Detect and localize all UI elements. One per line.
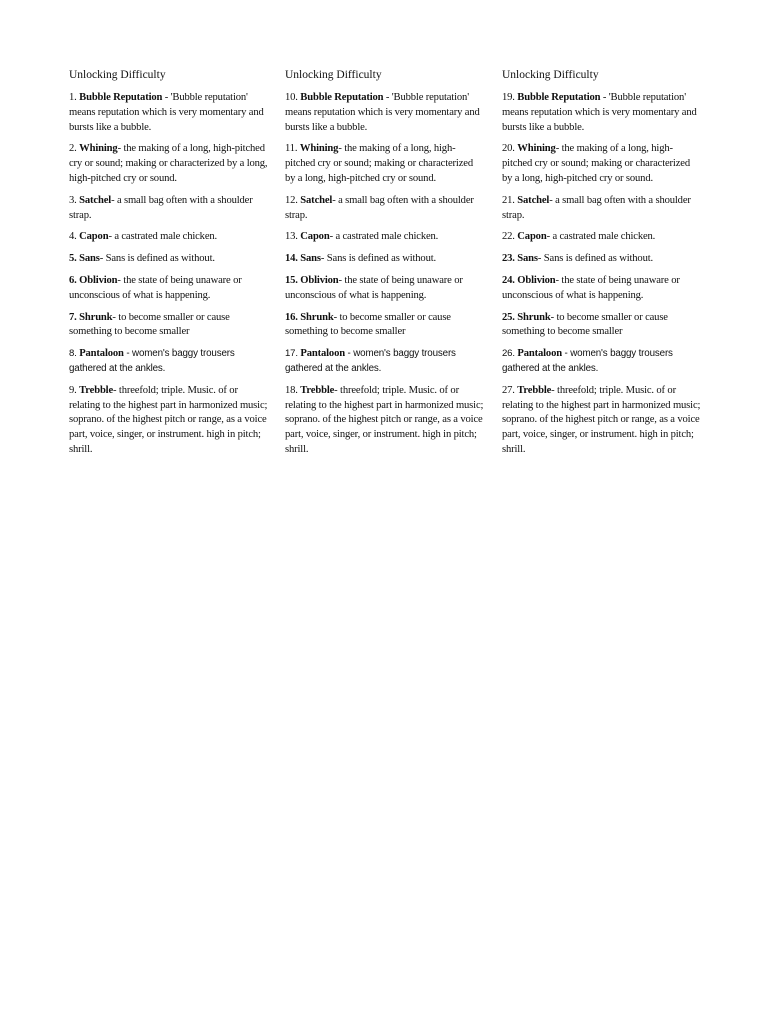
vocabulary-entry xyxy=(285,194,485,224)
vocabulary-column-1 xyxy=(69,68,269,465)
entry-number: 20. xyxy=(502,143,515,155)
entry-definition: - a small bag often with a shoulder strap. xyxy=(69,194,253,221)
entry-number: 16. xyxy=(285,311,298,323)
vocabulary-entry xyxy=(285,311,485,341)
vocabulary-entry xyxy=(69,91,269,135)
entry-number: 1. xyxy=(69,92,77,103)
vocabulary-entry xyxy=(69,194,269,224)
vocabulary-entry xyxy=(502,384,702,458)
entry-definition: - Sans is defined as without. xyxy=(320,253,437,265)
entry-term: Sans xyxy=(79,253,100,265)
column-heading: Unlocking Difficulty xyxy=(69,69,166,81)
vocabulary-entry xyxy=(69,230,269,245)
entry-number: 18. xyxy=(285,384,298,396)
entry-definition: - to become smaller or cause something to become smaller xyxy=(285,311,451,338)
entry-number: 26. xyxy=(502,348,515,360)
entry-definition: - a small bag often with a shoulder strap. xyxy=(285,194,474,221)
entry-definition: - women's baggy trousers gathered at the ankles. xyxy=(69,348,235,374)
vocabulary-entry xyxy=(502,91,702,135)
entry-term: Sans xyxy=(517,253,538,265)
entry-term: Satchel xyxy=(79,194,112,206)
entry-number: 23. xyxy=(502,253,515,265)
vocabulary-entry xyxy=(285,91,485,135)
entry-number: 27. xyxy=(502,384,515,396)
entry-term: Bubble Reputation xyxy=(300,92,384,103)
entry-definition: - the making of a long, high-pitched cry or sound; making or characterized by a long, high-pitched cry or sound. xyxy=(285,143,473,184)
vocabulary-entry xyxy=(502,142,702,186)
vocabulary-entry xyxy=(69,347,269,377)
vocabulary-entry xyxy=(502,347,702,377)
vocabulary-entry xyxy=(285,142,485,186)
entry-term: Bubble Reputation xyxy=(517,92,601,103)
entry-term: Capon xyxy=(517,231,547,243)
entry-number: 19. xyxy=(502,92,515,103)
entry-number: 2. xyxy=(69,143,77,155)
entry-number: 24. xyxy=(502,274,515,286)
entry-number: 4. xyxy=(69,231,77,243)
entry-number: 6. xyxy=(69,274,77,286)
entry-definition: - to become smaller or cause something to become smaller xyxy=(69,311,230,338)
entry-definition: - 'Bubble reputation' means reputation which is very momentary and bursts like a bubble. xyxy=(502,92,697,133)
entry-term: Shrunk xyxy=(79,311,113,323)
vocabulary-column-3 xyxy=(502,68,702,465)
entry-term: Trebble xyxy=(517,384,552,396)
entry-term: Whining xyxy=(79,143,118,155)
entry-definition: - 'Bubble reputation' means reputation which is very momentary and bursts like a bubble. xyxy=(69,92,264,133)
entry-term: Capon xyxy=(300,231,330,243)
vocabulary-entry xyxy=(502,274,702,304)
vocabulary-entry xyxy=(285,274,485,304)
entry-number: 15. xyxy=(285,274,298,286)
entry-number: 12. xyxy=(285,194,298,206)
entry-number: 10. xyxy=(285,92,298,103)
entry-term: Satchel xyxy=(300,194,333,206)
entry-definition: - threefold; triple. Music. of or relating to the highest part in harmonized music; soprano. of the highest pitch or range, as a voice part, voice, singer, or instrument. high in pitch; shrill. xyxy=(69,384,268,455)
entry-term: Shrunk xyxy=(517,311,551,323)
vocabulary-entry xyxy=(69,252,269,267)
entry-number: 25. xyxy=(502,311,515,323)
vocabulary-entry xyxy=(502,252,702,267)
entry-definition: - the state of being unaware or unconscious of what is happening. xyxy=(69,274,242,301)
entry-number: 11. xyxy=(285,143,298,155)
entry-term: Capon xyxy=(79,231,109,243)
entry-definition: - 'Bubble reputation' means reputation which is very momentary and bursts like a bubble. xyxy=(285,92,480,133)
entry-term: Whining xyxy=(517,143,556,155)
entry-definition: - a castrated male chicken. xyxy=(329,231,439,243)
entry-definition: - women's baggy trousers gathered at the ankles. xyxy=(502,348,673,374)
entry-definition: - to become smaller or cause something to become smaller xyxy=(502,311,668,338)
entry-definition: - threefold; triple. Music. of or relating to the highest part in harmonized music; soprano. of the highest pitch or range, as a voice part, voice, singer, or instrument. high in pitch; shrill. xyxy=(502,384,701,455)
entry-term: Shrunk xyxy=(300,311,334,323)
entry-number: 13. xyxy=(285,231,298,243)
entry-term: Trebble xyxy=(79,384,114,396)
entry-number: 3. xyxy=(69,194,77,206)
entry-definition: - a small bag often with a shoulder strap. xyxy=(502,194,691,221)
entry-term: Satchel xyxy=(517,194,550,206)
column-heading: Unlocking Difficulty xyxy=(502,69,599,81)
entry-definition: - the making of a long, high-pitched cry or sound; making or characterized by a long, high-pitched cry or sound. xyxy=(502,143,690,184)
entry-term: Pantaloon xyxy=(517,348,562,360)
entry-number: 21. xyxy=(502,194,515,206)
entry-definition: - the state of being unaware or unconscious of what is happening. xyxy=(502,274,680,301)
vocabulary-entry xyxy=(502,230,702,245)
entry-term: Oblivion xyxy=(79,274,118,286)
vocabulary-entry xyxy=(285,252,485,267)
column-heading: Unlocking Difficulty xyxy=(285,69,382,81)
entry-definition: - Sans is defined as without. xyxy=(99,253,215,265)
entry-term: Whining xyxy=(299,143,339,155)
entry-number: 8. xyxy=(69,348,77,360)
entry-definition: - the making of a long, high-pitched cry or sound; making or characterized by a long, high-pitched cry or sound. xyxy=(69,143,268,184)
vocabulary-entry xyxy=(69,311,269,341)
entry-definition: - women's baggy trousers gathered at the ankles. xyxy=(285,348,456,374)
entry-definition: - a castrated male chicken. xyxy=(108,231,218,243)
entry-number: 5. xyxy=(69,253,77,265)
vocabulary-entry xyxy=(285,230,485,245)
entry-definition: - a castrated male chicken. xyxy=(546,231,656,243)
vocabulary-entry xyxy=(502,194,702,224)
vocabulary-entry xyxy=(69,274,269,304)
entry-number: 17. xyxy=(285,348,298,360)
entry-term: Bubble Reputation xyxy=(79,92,163,103)
entry-number: 22. xyxy=(502,231,515,243)
vocabulary-entry xyxy=(285,384,485,458)
entry-term: Oblivion xyxy=(517,274,556,286)
entry-term: Pantaloon xyxy=(79,348,124,360)
entry-definition: - threefold; triple. Music. of or relating to the highest part in harmonized music; soprano. of the highest pitch or range, as a voice part, voice, singer, or instrument. high in pitch; shrill. xyxy=(285,384,484,455)
entry-term: Trebble xyxy=(300,384,335,396)
entry-term: Oblivion xyxy=(300,274,339,286)
entry-definition: - the state of being unaware or unconscious of what is happening. xyxy=(285,274,463,301)
vocabulary-entry xyxy=(502,311,702,341)
entry-number: 14. xyxy=(285,253,298,265)
entry-number: 7. xyxy=(69,311,77,323)
entry-term: Pantaloon xyxy=(300,348,345,360)
vocabulary-column-2 xyxy=(285,68,485,465)
entry-term: Sans xyxy=(300,253,321,265)
vocabulary-entry xyxy=(285,347,485,377)
entry-definition: - Sans is defined as without. xyxy=(537,253,654,265)
vocabulary-entry xyxy=(69,384,269,458)
entry-number: 9. xyxy=(69,384,77,396)
vocabulary-entry xyxy=(69,142,269,186)
